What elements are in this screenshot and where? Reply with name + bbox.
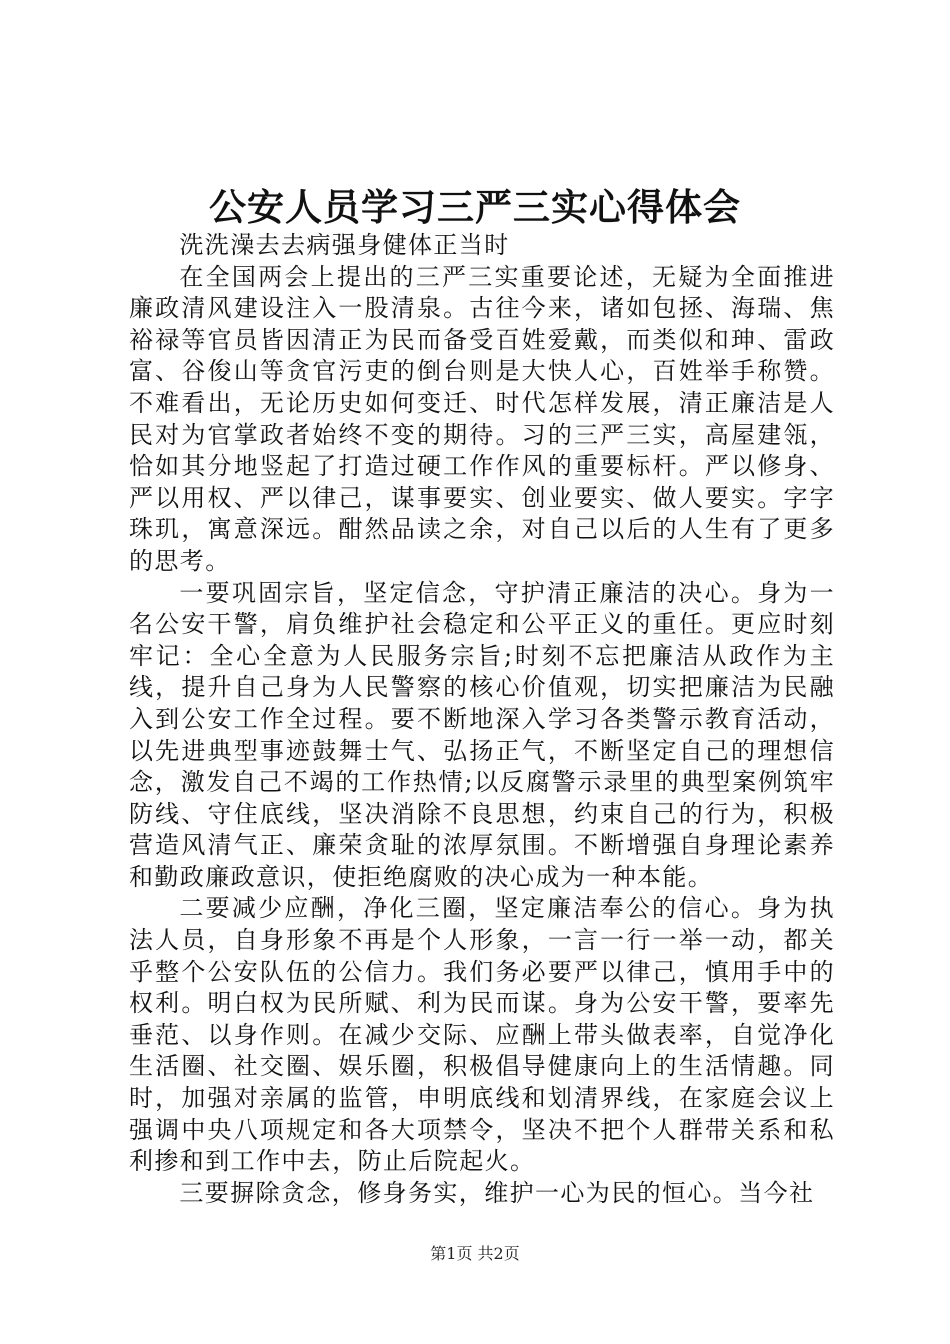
paragraph-intro: 在全国两会上提出的三严三实重要论述，无疑为全面推进廉政清风建设注入一股清泉。古往今来，诸如包拯、海瑞、焦裕禄等官员皆因清正为民而备受百姓爱戴，而类似和珅、雷政富、谷俊山等贪官污吏的倒台则是大快人心，百姓举手称赞。不难看出，无论历史如何变迁、时代怎样发展，清正廉洁是人民对为官掌政者始终不变的期待。习的三严三实，高屋建瓴，恰如其分地竖起了打造过硬工作作风的重要标杆。严以修身、严以用权、严以律己，谋事要实、创业要实、做人要实。字字珠玑，寓意深远。酣然品读之余，对自己以后的人生有了更多的思考。 [129, 262, 835, 575]
paragraph-point-three: 三要摒除贪念，修身务实，维护一心为民的恒心。当今社 [179, 1178, 815, 1207]
document-subtitle: 洗洗澡去去病强身健体正当时 [179, 231, 510, 259]
document-title: 公安人员学习三严三实心得体会 [209, 185, 741, 229]
paragraph-point-one: 一要巩固宗旨，坚定信念，守护清正廉洁的决心。身为一名公安干警，肩负维护社会稳定和公平正义的重任。更应时刻牢记：全心全意为人民服务宗旨;时刻不忘把廉洁从政作为主线，提升自己身为人民警察的核心价值观，切实把廉洁为民融入到公安工作全过程。要不断地深入学习各类警示教育活动，以先进典型事迹鼓舞士气、弘扬正气，不断坚定自己的理想信念，激发自己不竭的工作热情;以反腐警示录里的典型案例筑牢防线、守住底线，坚决消除不良思想，约束自己的行为，积极营造风清气正、廉荣贪耻的浓厚氛围。不断增强自身理论素养和勤政廉政意识，使拒绝腐败的决心成为一种本能。 [129, 578, 835, 891]
page-number-footer: 第1页 共2页 [430, 1244, 520, 1263]
paragraph-point-two: 二要减少应酬，净化三圈，坚定廉洁奉公的信心。身为执法人员，自身形象不再是个人形象，一言一行一举一动，都关乎整个公安队伍的公信力。我们务必要严以律己，慎用手中的权利。明白权为民所赋、利为民而谋。身为公安干警，要率先垂范、以身作则。在减少交际、应酬上带头做表率，自觉净化生活圈、社交圈、娱乐圈，积极倡导健康向上的生活情趣。同时，加强对亲属的监管，申明底线和划清界线，在家庭会议上强调中央八项规定和各大项禁令，坚决不把个人群带关系和私利掺和到工作中去，防止后院起火。 [129, 894, 835, 1176]
document-body [129, 230, 835, 1209]
